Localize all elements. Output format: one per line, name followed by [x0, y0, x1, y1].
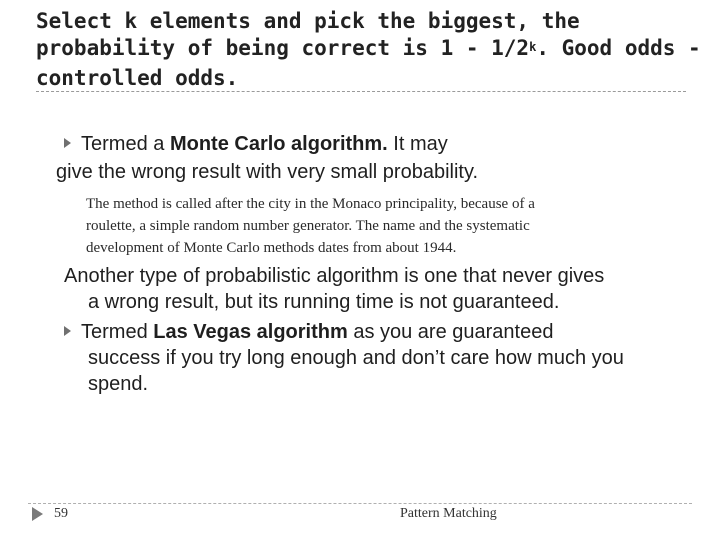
bullet-2-suffix: as you are guaranteed: [347, 321, 554, 343]
heading-line-2-text: probability of being correct is 1 - 1/2: [36, 36, 530, 60]
heading-line-2-end: . Good odds -: [536, 36, 701, 60]
heading-exponent: k: [529, 40, 537, 54]
slide-heading: [36, 8, 701, 92]
las-vegas-term: Las Vegas algorithm: [153, 321, 348, 343]
bullet-1-line-2: give the wrong result with very small probability.: [56, 161, 479, 183]
monte-carlo-term: Monte Carlo algorithm.: [169, 133, 388, 155]
para-2-line-2: a wrong result, but its running time is not guaranteed.: [88, 291, 560, 313]
monte-carlo-note: [86, 193, 696, 259]
note-line-2: roulette, a simple random number generator. The name and the systematic: [86, 218, 530, 234]
triangle-bullet-icon: [64, 326, 71, 336]
note-line-3: development of Monte Carlo methods dates from about 1944.: [86, 240, 457, 256]
bullet-2-line-1: [64, 321, 553, 343]
heading-line-3: controlled odds.: [36, 66, 239, 90]
heading-line-2: [36, 35, 701, 65]
triangle-bullet-icon: [64, 138, 71, 148]
probabilistic-paragraph: [64, 263, 694, 315]
heading-line-1: Select k elements and pick the biggest, the: [36, 9, 580, 33]
note-line-1: The method is called after the city in the Monaco principality, because of a: [86, 196, 535, 212]
heading-divider: [36, 91, 686, 92]
monte-carlo-bullet: [56, 130, 700, 186]
footer-title: Pattern Matching: [400, 506, 497, 521]
triangle-footer-icon: [32, 507, 43, 521]
las-vegas-bullet: [64, 319, 694, 397]
para-2-line-1: Another type of probabilistic algorithm is one that never gives: [64, 265, 605, 287]
bullet-1-prefix: Termed a: [81, 133, 170, 155]
bullet-2-prefix: Termed: [81, 321, 154, 343]
bullet-2-line-3: spend.: [88, 373, 149, 395]
bullet-2-line-2: success if you try long enough and don’t care how much you: [88, 347, 624, 369]
page-number: 59: [54, 506, 68, 521]
footer-divider: [28, 503, 692, 504]
bullet-1-line-1: [64, 133, 448, 155]
bullet-1-suffix: It may: [387, 133, 448, 155]
